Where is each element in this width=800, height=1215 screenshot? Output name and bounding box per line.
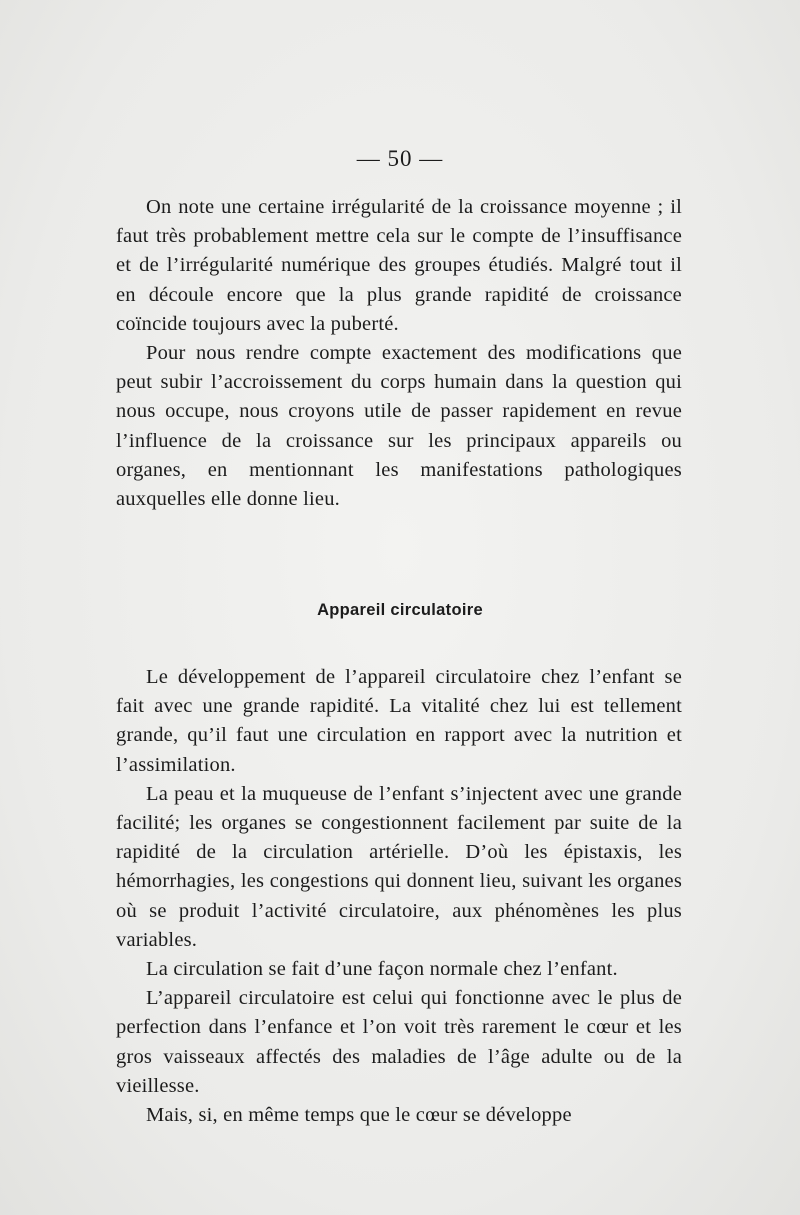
paragraph-perfection: L’appareil circulatoire est celui qui fonctionne avec le plus de perfection dans l’enfance et l’on voit très rarement le cœur et les gros vaisseaux affectés des maladies de l’âge adulte ou de la vieillesse. [116,987,682,1097]
paragraph-congestion: La peau et la muqueuse de l’enfant s’injectent avec une grande facilité; les organes se congestionnent facilement par suite de la rapidité de la circulation artérielle. D’où les épistaxis, les hémorrhagies, les congestions qui donnent lieu, suivant les organes où se produit l’activité circulatoire, aux phénomènes les plus variables. [116,782,682,951]
section-heading: Appareil circulatoire [317,601,483,619]
page-number: — 50 — [356,146,444,171]
paragraph-normal-circulation: La circulation se fait d’une façon normale chez l’enfant. [146,958,618,981]
paragraph-review: Pour nous rendre compte exactement des modifications que peut subir l’accroissement du corps humain dans la question qui nous occupe, nous croyons utile de passer rapidement en revue l’influence de la croissance sur les principaux appareils ou organes, en mentionnant les manifestations pathologiques auxquelles elle donne lieu. [116,342,682,511]
paragraph-development: Le développement de l’appareil circulatoire chez l’enfant se fait avec une grande rapidité. La vitalité chez lui est tellement grande, qu’il faut une circulation en rapport avec la nutrition et l’assimilation. [116,666,682,776]
paragraph-irregularity: On note une certaine irrégularité de la croissance moyenne ; il faut très probablement mettre cela sur le compte de l’insuffisance et de l’irrégularité numérique des groupes étudiés. Malgré tout il en découle encore que la plus grande rapidité de croissance coïncide toujours avec la puberté. [116,196,682,335]
paragraph-heart-development: Mais, si, en même temps que le cœur se développe [146,1104,572,1127]
intro-text [116,193,682,514]
section-text [116,663,682,1130]
